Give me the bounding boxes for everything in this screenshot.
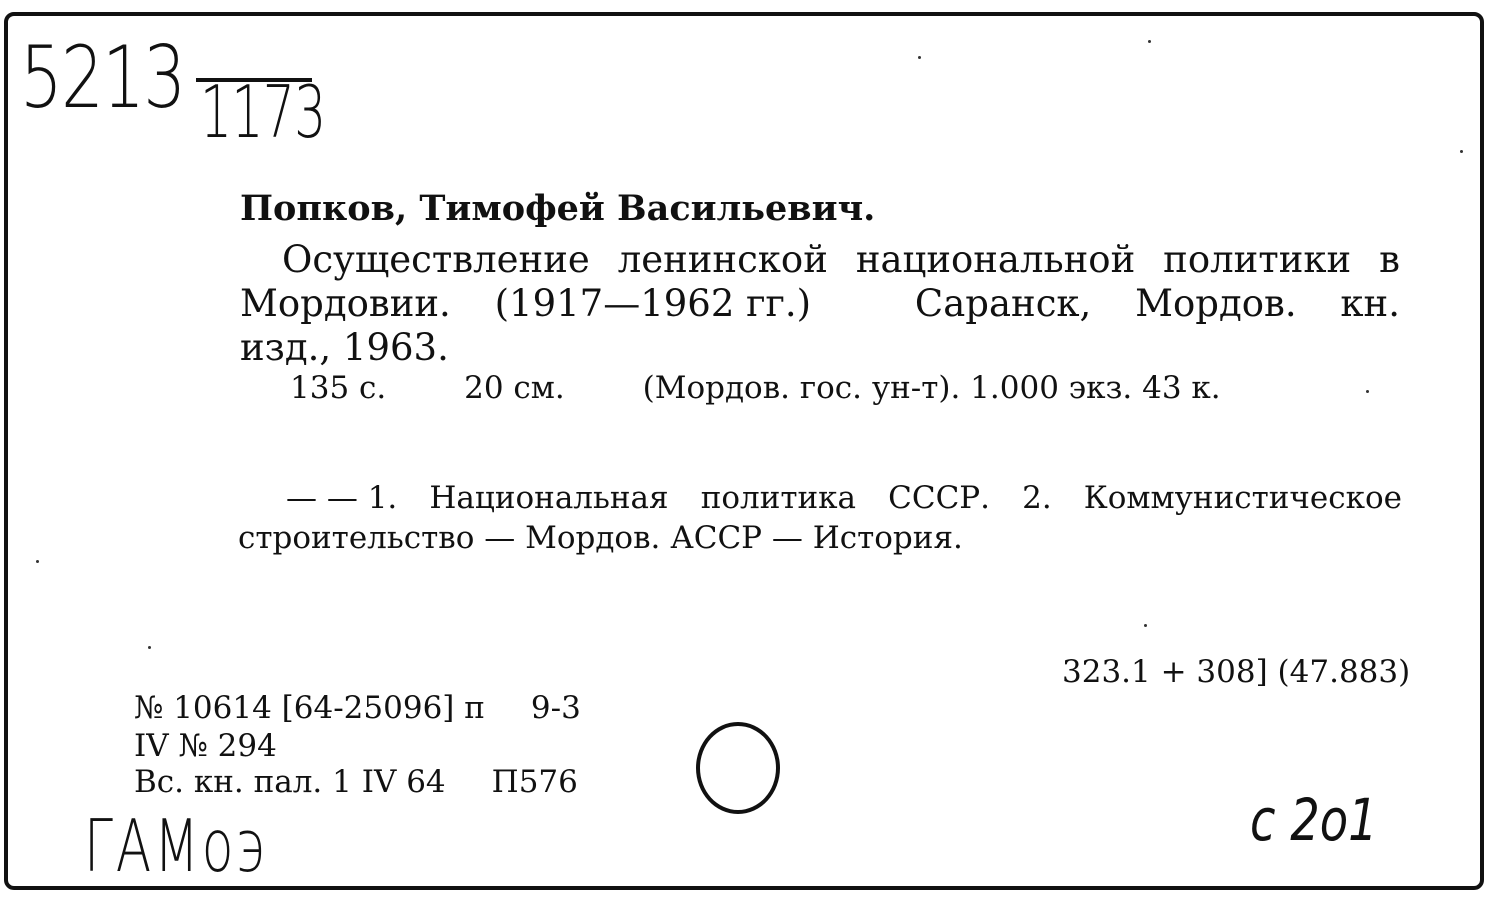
speck [148, 646, 151, 649]
title-line-2 [240, 282, 1400, 325]
speck [918, 56, 921, 59]
title-word: национальной [855, 238, 1136, 281]
title-word: в [1379, 238, 1400, 281]
subject-word: Коммунистическое [1083, 480, 1402, 516]
title-word: Мордовии. [240, 282, 451, 325]
handwritten-note-left: ГАМоэ [84, 804, 268, 888]
subject-word: Национальная [429, 480, 669, 516]
title-line-3: изд., 1963. [240, 326, 449, 369]
title-word: ленинской [617, 238, 828, 281]
subject-word: — — 1. [286, 480, 398, 516]
subjects-line-1 [286, 480, 1402, 516]
book-chamber-note: Вс. кн. пал. 1 IV 64 [134, 764, 446, 800]
handwritten-note-right: с 2о1 [1250, 786, 1378, 854]
classification-index: 323.1 + 308] (47.883) [1062, 654, 1411, 690]
speck [1366, 390, 1369, 393]
size: 20 см. [464, 370, 565, 406]
publisher-note: (Мордов. гос. ун-т). 1.000 экз. 43 к. [642, 370, 1221, 406]
registration-code: 9-3 [530, 690, 581, 726]
subjects-line-2: строительство — Мордов. АССР — История. [238, 520, 963, 556]
subject-word: СССР. [888, 480, 991, 516]
call-number-main: 5213 [20, 28, 185, 128]
call-number-sub: 1173 [200, 70, 326, 154]
author-heading: Попков, Тимофей Васильевич. [240, 188, 876, 229]
subject-word: 2. [1022, 480, 1052, 516]
title-word: (1917—1962 гг.) [494, 282, 812, 325]
title-line-1 [282, 238, 1400, 281]
registration-line-2: IV № 294 [134, 728, 277, 764]
speck [36, 560, 39, 563]
speck [1144, 624, 1147, 627]
speck [1148, 40, 1151, 43]
card-hole [696, 722, 780, 814]
subject-word: политика [700, 480, 857, 516]
registration-line-1 [134, 690, 581, 726]
title-word: кн. [1340, 282, 1400, 325]
pages: 135 с. [290, 370, 387, 406]
physical-description [290, 370, 1221, 406]
title-word: Осуществление [282, 238, 590, 281]
speck [1460, 150, 1463, 153]
title-word: Мордов. [1135, 282, 1297, 325]
registration-number: № 10614 [64-25096] п [134, 690, 485, 726]
title-word: Саранск, [914, 282, 1092, 325]
title-word: политики [1163, 238, 1352, 281]
registration-line-3 [134, 764, 578, 800]
author-mark: П576 [491, 764, 578, 800]
